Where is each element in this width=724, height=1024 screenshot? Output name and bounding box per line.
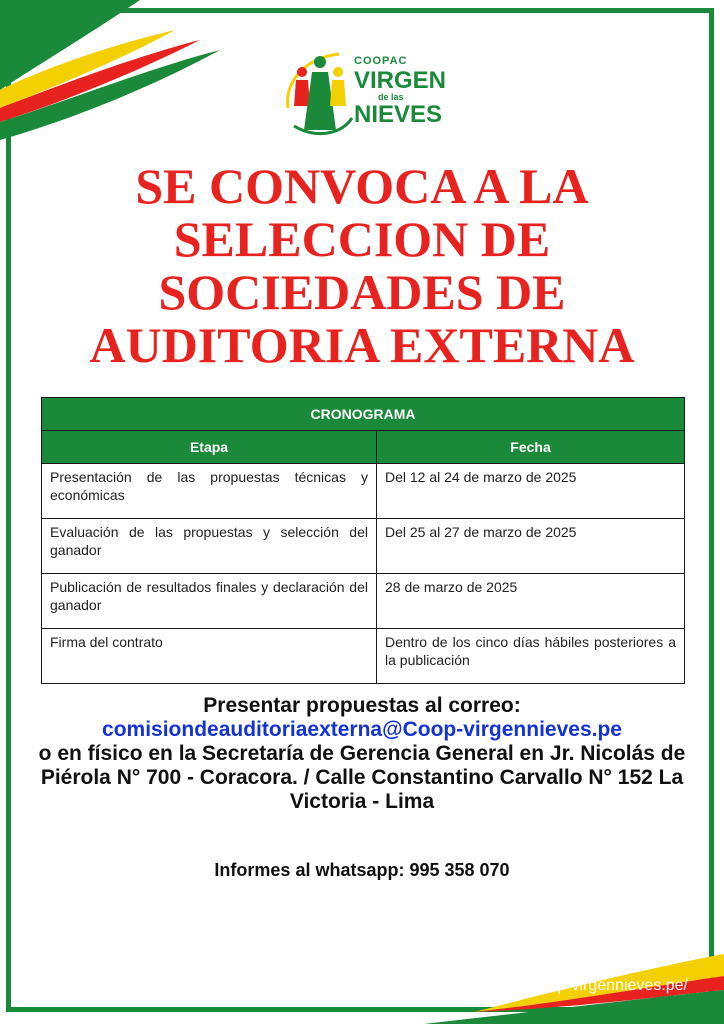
title-line-1: SE CONVOCA A LA [135,158,589,214]
whatsapp-info: Informes al whatsapp: 995 358 070 [214,860,510,880]
logo-nieves-label: NIEVES [354,101,443,128]
submission-email-link[interactable]: comisiondeauditoriaexterna@Coop-virgennieves.pe [102,718,622,741]
title-line-3: SOCIEDADES DE [158,264,566,320]
submission-address: o en físico en la Secretaría de Gerencia General en Jr. Nicolás de Piérola N° 700 - Coracora. / Calle Constantino Carvallo N° 152 La Victoria - Lima [38,742,686,813]
cell-etapa: Presentación de las propuestas técnicas y económicas [42,464,377,519]
cell-fecha: Del 25 al 27 de marzo de 2025 [377,519,685,574]
coopac-logo [284,48,474,138]
cell-fecha: 28 de marzo de 2025 [377,574,685,629]
top-left-flag-swoosh [0,0,280,160]
submission-intro: Presentar propuestas al correo: [203,694,521,717]
logo-text [354,56,446,127]
header-fecha: Fecha [377,431,685,464]
website-link[interactable]: https://coop-virgennieves.pe/ [483,977,688,994]
header-etapa: Etapa [42,431,377,464]
bottom-right-flag-swoosh [364,924,724,1024]
table-row [42,629,685,684]
cell-etapa: Firma del contrato [42,629,377,684]
table-row [42,519,685,574]
submission-info [20,694,704,814]
table-row [42,464,685,519]
table-caption: CRONOGRAMA [42,398,685,431]
logo-coopac-label: COOPAC [354,55,408,67]
cell-etapa: Evaluación de las propuestas y selección del ganador [42,519,377,574]
title-line-4: AUDITORIA EXTERNA [89,317,635,373]
logo-de-las-label: de las [378,92,404,102]
title-line-2: SELECCION DE [173,211,551,267]
cell-fecha: Del 12 al 24 de marzo de 2025 [377,464,685,519]
page-title [20,160,704,372]
schedule-table [41,397,685,684]
logo-virgen-label: VIRGEN [354,67,447,94]
cell-fecha: Dentro de los cinco días hábiles posteriores a la publicación [377,629,685,684]
logo-figures-icon [284,48,356,138]
cell-etapa: Publicación de resultados finales y declaración del ganador [42,574,377,629]
table-row [42,574,685,629]
